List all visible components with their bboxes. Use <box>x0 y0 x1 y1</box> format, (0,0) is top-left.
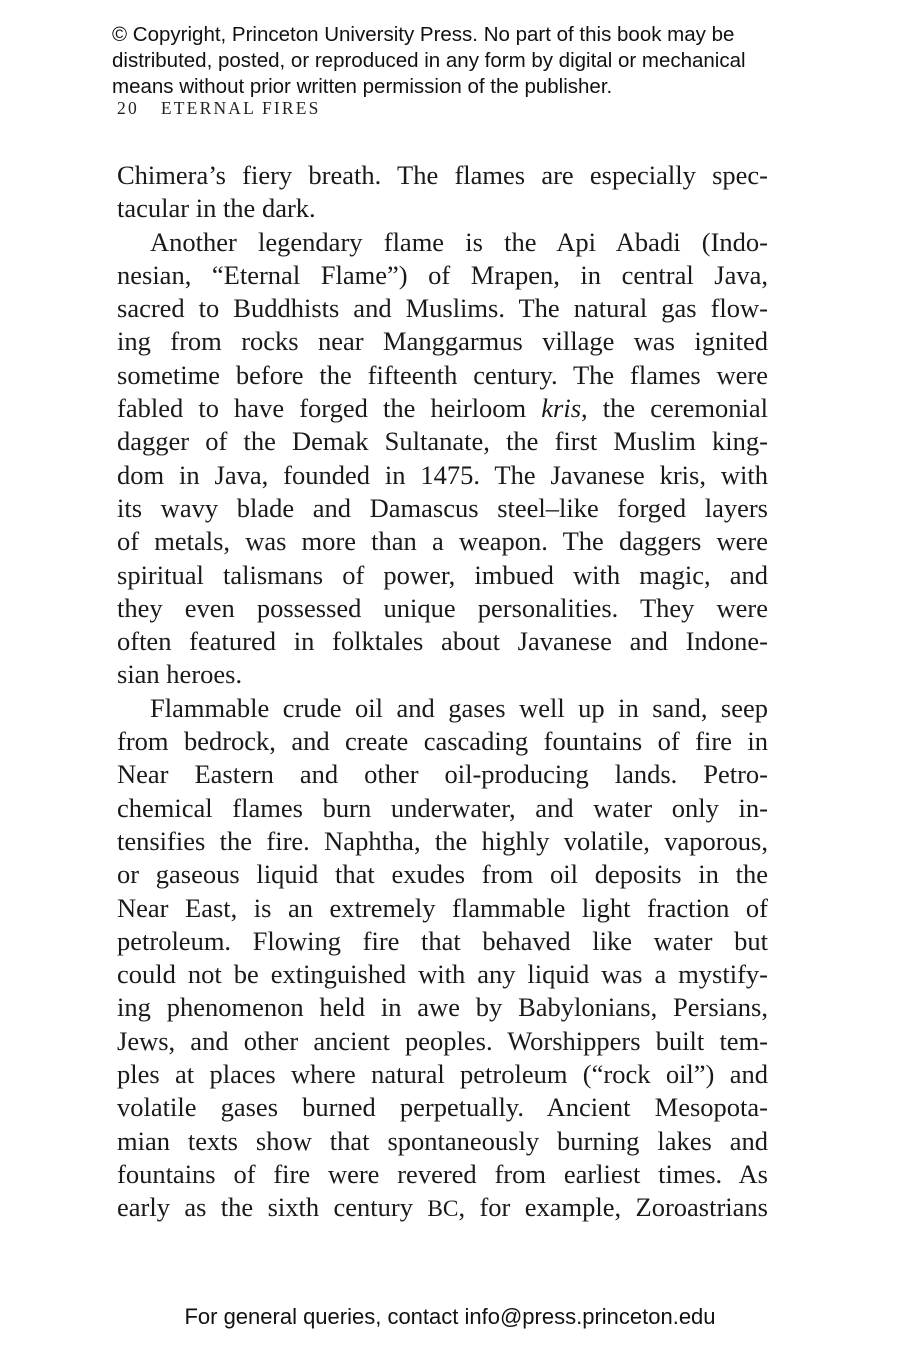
text-line: petroleum. Flowing fire that behaved like water but <box>117 925 768 956</box>
copyright-line: means without prior written permission of the publisher. <box>112 75 613 98</box>
text-line: ing phenomenon held in awe by Babylonians, Persians, <box>117 992 768 1023</box>
copyright-notice <box>112 22 812 100</box>
text-line: they even possessed unique personalities. They were <box>117 592 768 623</box>
page-number: 20 <box>117 98 139 118</box>
copyright-line: distributed, posted, or reproduced in any form by digital or mechanical <box>112 49 746 72</box>
text-line: Chimera’s fiery breath. The flames are especially spec- <box>117 160 768 190</box>
text-line: could not be extinguished with any liquid was a mystify- <box>117 959 768 990</box>
text-line: volatile gases burned perpetually. Ancient Mesopota- <box>117 1092 768 1123</box>
text-line: sometime before the fifteenth century. The flames were <box>117 359 768 390</box>
text-line: its wavy blade and Damascus steel–like forged layers <box>117 492 768 523</box>
text-fragment: early as the sixth century <box>117 1192 428 1223</box>
text-line: Near East, is an extremely flammable light fraction of <box>117 892 768 923</box>
paragraph <box>117 226 768 692</box>
text-line: dagger of the Demak Sultanate, the first Muslim king- <box>117 426 768 457</box>
text-line: sacred to Buddhists and Muslims. The natural gas flow- <box>117 293 768 324</box>
text-line: spiritual talismans of power, imbued with magic, and <box>117 559 768 590</box>
text-line: nesian, “Eternal Flame”) of Mrapen, in central Java, <box>117 259 768 290</box>
copyright-line: © Copyright, Princeton University Press. No part of this book may be <box>112 23 735 46</box>
text-line: dom in Java, founded in 1475. The Javanese kris, with <box>117 459 768 490</box>
small-caps-term: BC <box>427 1196 459 1223</box>
text-line <box>117 392 768 425</box>
text-line <box>117 1191 768 1226</box>
text-line: of metals, was more than a weapon. The daggers were <box>117 526 768 557</box>
italic-term: kris <box>541 393 582 424</box>
paragraph <box>117 692 768 1227</box>
text-line: tensifies the fire. Naphtha, the highly volatile, vaporous, <box>117 825 768 856</box>
text-line: Flammable crude oil and gases well up in sand, seep <box>150 692 768 723</box>
running-head <box>117 98 321 119</box>
text-fragment: fabled to have forged the heirloom <box>117 393 542 424</box>
footer-contact: For general queries, contact info@press.princeton.edu <box>184 1304 716 1329</box>
text-line: chemical flames burn underwater, and water only in- <box>117 792 768 823</box>
text-fragment: , the ceremonial <box>581 393 768 424</box>
running-title: ETERNAL FIRES <box>160 98 321 118</box>
text-line: fountains of fire were revered from earliest times. As <box>117 1158 768 1189</box>
paragraph <box>117 159 768 226</box>
text-line: or gaseous liquid that exudes from oil deposits in the <box>117 859 768 890</box>
text-line: Another legendary flame is the Api Abadi (Indo- <box>150 226 768 257</box>
text-line: sian heroes. <box>117 659 243 690</box>
text-line: ing from rocks near Manggarmus village was ignited <box>117 326 768 357</box>
body-text <box>117 159 768 1227</box>
text-line: often featured in folktales about Javanese and Indone- <box>117 626 768 657</box>
text-line: from bedrock, and create cascading fountains of fire in <box>117 726 768 757</box>
text-line: Jews, and other ancient peoples. Worshippers built tem- <box>117 1025 768 1056</box>
text-line: mian texts show that spontaneously burning lakes and <box>117 1125 768 1156</box>
text-line: Near Eastern and other oil-producing lands. Petro- <box>117 759 768 790</box>
text-line: tacular in the dark. <box>117 193 316 224</box>
text-fragment: , for example, Zoroastrians <box>458 1192 768 1223</box>
text-line: ples at places where natural petroleum (“rock oil”) and <box>117 1059 768 1090</box>
